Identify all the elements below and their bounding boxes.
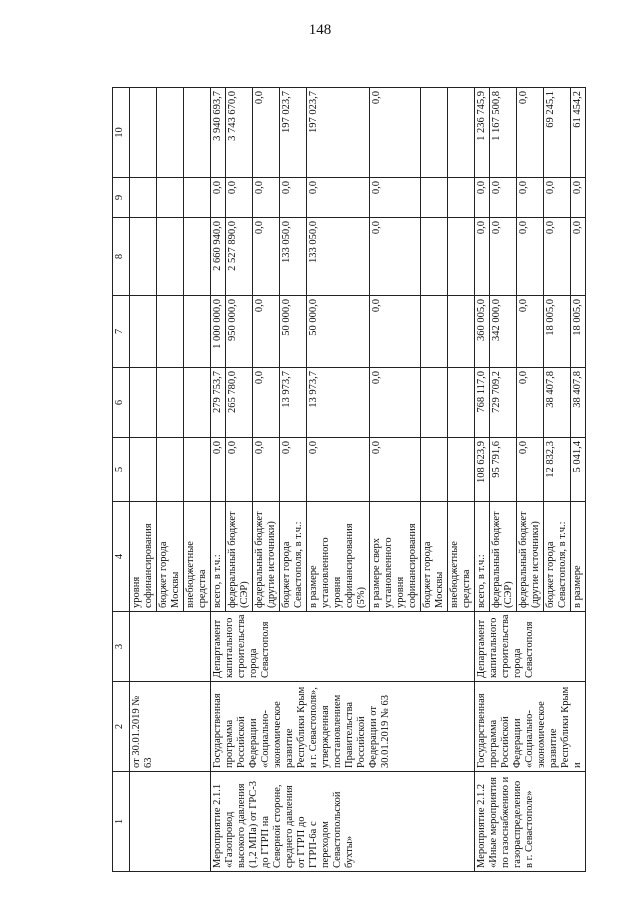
value-cell: 18 005,0 (544, 296, 571, 368)
value-cell: 0,0 (517, 296, 544, 368)
measure-name-cell: Мероприятие 2.1.2 «Иные мероприятия по газоснабжению и газораспределению в г. Севастополе» (475, 772, 586, 872)
financing-table (112, 87, 586, 872)
funding-source-label: бюджет города Москвы (421, 502, 448, 612)
value-cell: 3 743 670,0 (226, 88, 253, 178)
funding-source-label: федеральный бюджет (другие источники) (253, 502, 280, 612)
program-name-cell: Государственная программа Российской Федерации «Социально-экономическое развитие Республики Крым и г. Севастополя», утвержденная постановлением Правительства Российской Федерации от 30.01.2019 № 63 (211, 682, 475, 772)
value-cell: 0,0 (253, 296, 280, 368)
value-cell: 95 791,6 (490, 438, 517, 502)
funding-source-label: федеральный бюджет (СЭР) (490, 502, 517, 612)
table-row (475, 88, 490, 872)
value-cell: 0,0 (280, 438, 307, 502)
value-cell: 0,0 (307, 438, 370, 502)
col-header: 7 (113, 296, 130, 368)
value-cell: 69 245,1 (544, 88, 571, 178)
value-cell: 0,0 (490, 218, 517, 296)
value-cell: 0,0 (253, 368, 280, 438)
value-cell: 2 527 890,0 (226, 218, 253, 296)
value-cell: 18 005,0 (571, 296, 586, 368)
value-cell: 0,0 (253, 178, 280, 218)
rotated-table-container (112, 88, 583, 872)
table-viewport (112, 88, 583, 872)
value-cell: 38 407,8 (571, 368, 586, 438)
value-cell: 729 709,2 (490, 368, 517, 438)
col-header: 9 (113, 178, 130, 218)
value-cell: 0,0 (370, 438, 421, 502)
funding-source-label: федеральный бюджет (СЭР) (226, 502, 253, 612)
value-cell: 38 407,8 (544, 368, 571, 438)
value-cell: 0,0 (544, 218, 571, 296)
value-cell: 279 753,7 (211, 368, 226, 438)
col-header: 8 (113, 218, 130, 296)
cell (130, 612, 211, 682)
value-cell: 13 973,7 (307, 368, 370, 438)
value-cell: 0,0 (517, 368, 544, 438)
value-cell: 0,0 (370, 218, 421, 296)
value-cell: 61 454,2 (571, 88, 586, 178)
value-cell: 0,0 (517, 88, 544, 178)
col-header: 4 (113, 502, 130, 612)
value-cell: 0,0 (370, 88, 421, 178)
value-cell: 768 117,0 (475, 368, 490, 438)
value-cell: 197 023,7 (307, 88, 370, 178)
value-cell: 3 940 693,7 (211, 88, 226, 178)
funding-source-label: бюджет города Севастополя, в т.ч.: (544, 502, 571, 612)
value-cell: 0,0 (226, 178, 253, 218)
funding-source-label: внебюджетные средства (448, 502, 475, 612)
value-cell: 5 041,4 (571, 438, 586, 502)
value-cell: 0,0 (370, 368, 421, 438)
value-cell: 342 000,0 (490, 296, 517, 368)
col-header: 10 (113, 88, 130, 178)
measure-name-cell: Мероприятие 2.1.1 «Газопровод высокого давления (1,2 МПа) от ГРС-3 до ГТРП на Северной стороне, среднего давления от ГТРП до ГТРП-6а с переходом Севастопольской бухты» (211, 772, 475, 872)
program-name-cell: Государственная программа Российской Федерации «Социально-экономическое развитие Республики Крым и (475, 682, 586, 772)
funding-source-label: бюджет города Москвы (157, 502, 184, 612)
program-ref-cell: от 30.01.2019 № 63 (130, 682, 211, 772)
value-cell: 0,0 (226, 438, 253, 502)
value-cell: 12 832,3 (544, 438, 571, 502)
col-header: 1 (113, 772, 130, 872)
funding-source-label: уровня софинансирования (130, 502, 157, 612)
value-cell: 0,0 (307, 178, 370, 218)
value-cell: 360 005,0 (475, 296, 490, 368)
col-header: 2 (113, 682, 130, 772)
value-cell: 950 000,0 (226, 296, 253, 368)
funding-source-label: в размере сверх установленного уровня софинансирования (370, 502, 421, 612)
value-cell: 1 167 500,8 (490, 88, 517, 178)
value-cell: 0,0 (517, 218, 544, 296)
funding-source-label: в размере установленного уровня софинансирования (5%) (307, 502, 370, 612)
value-cell: 0,0 (475, 218, 490, 296)
value-cell: 0,0 (253, 218, 280, 296)
value-cell: 0,0 (211, 178, 226, 218)
value-cell: 0,0 (370, 296, 421, 368)
value-cell: 50 000,0 (307, 296, 370, 368)
value-cell: 0,0 (571, 178, 586, 218)
value-cell: 1 000 000,0 (211, 296, 226, 368)
value-cell: 0,0 (490, 178, 517, 218)
table-row (211, 88, 226, 872)
value-cell: 0,0 (211, 438, 226, 502)
value-cell: 133 050,0 (280, 218, 307, 296)
value-cell: 0,0 (253, 438, 280, 502)
value-cell: 0,0 (280, 178, 307, 218)
funding-source-label: внебюджетные средства (184, 502, 211, 612)
funding-source-label: всего, в т.ч.: (475, 502, 490, 612)
table-row (130, 88, 157, 872)
value-cell: 0,0 (517, 178, 544, 218)
value-cell: 0,0 (571, 218, 586, 296)
value-cell: 265 780,0 (226, 368, 253, 438)
value-cell: 0,0 (253, 88, 280, 178)
value-cell: 1 236 745,9 (475, 88, 490, 178)
col-header: 5 (113, 438, 130, 502)
funding-source-label: бюджет города Севастополя, в т.ч.: (280, 502, 307, 612)
value-cell: 50 000,0 (280, 296, 307, 368)
responsible-cell: Департамент капитального строительства города Севастополя (475, 612, 586, 682)
value-cell: 133 050,0 (307, 218, 370, 296)
value-cell: 197 023,7 (280, 88, 307, 178)
funding-source-label: в размере (571, 502, 586, 612)
page-number: 148 (308, 22, 332, 38)
value-cell: 2 660 940,0 (211, 218, 226, 296)
col-header: 6 (113, 368, 130, 438)
value-cell: 0,0 (370, 178, 421, 218)
column-number-row (113, 88, 130, 872)
funding-source-label: федеральный бюджет (другие источники) (517, 502, 544, 612)
value-cell: 0,0 (475, 178, 490, 218)
value-cell: 108 623,9 (475, 438, 490, 502)
value-cell: 13 973,7 (280, 368, 307, 438)
responsible-cell: Департамент капитального строительства города Севастополя (211, 612, 475, 682)
value-cell: 0,0 (517, 438, 544, 502)
funding-source-label: всего, в т.ч.: (211, 502, 226, 612)
col-header: 3 (113, 612, 130, 682)
value-cell: 0,0 (544, 178, 571, 218)
cell (130, 772, 211, 872)
